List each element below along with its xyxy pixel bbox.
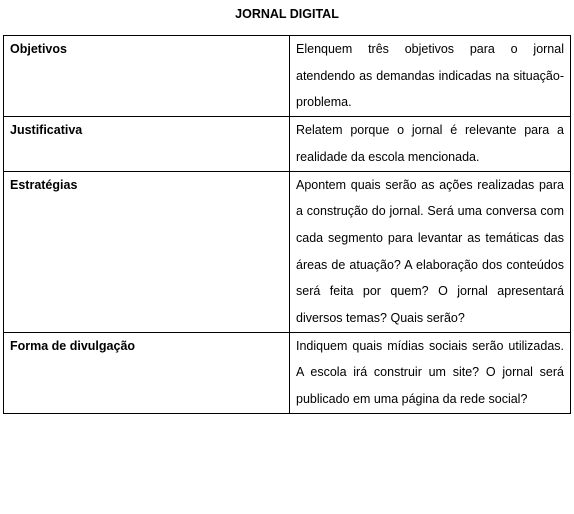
row-label-estrategias: Estratégias — [4, 171, 290, 332]
row-description-text: Elenquem três objetivos para o jornal atendendo as demandas indicadas na situação-problema. — [296, 42, 564, 110]
table-row-justificativa — [4, 117, 571, 171]
row-description-estrategias — [290, 171, 571, 332]
table-row-objetivos — [4, 36, 571, 117]
document-title: JORNAL DIGITAL — [235, 7, 339, 21]
table-row-estrategias — [4, 171, 571, 332]
row-description-forma-de-divulgacao — [290, 332, 571, 413]
row-label-forma-de-divulgacao: Forma de divulgação — [4, 332, 290, 413]
row-description-text: Apontem quais serão as ações realizadas para a construção do jornal. Será uma conversa com cada segmento para levantar as temáticas das áreas de atuação? A elaboração dos conteúdos será feita por quem? O jornal apresentará diversos temas? Quais serão? — [296, 177, 564, 326]
row-description-text: Relatem porque o jornal é relevante para a realidade da escola mencionada. — [296, 123, 564, 164]
row-description-justificativa — [290, 117, 571, 171]
row-label-objetivos: Objetivos — [4, 36, 290, 117]
table-row-forma-de-divulgacao — [4, 332, 571, 413]
planning-table — [3, 35, 571, 414]
row-description-text: Indiquem quais mídias sociais serão utilizadas. A escola irá construir um site? O jornal será publicado em uma página da rede social? — [296, 338, 564, 407]
row-label-justificativa: Justificativa — [4, 117, 290, 171]
row-description-objetivos — [290, 36, 571, 117]
